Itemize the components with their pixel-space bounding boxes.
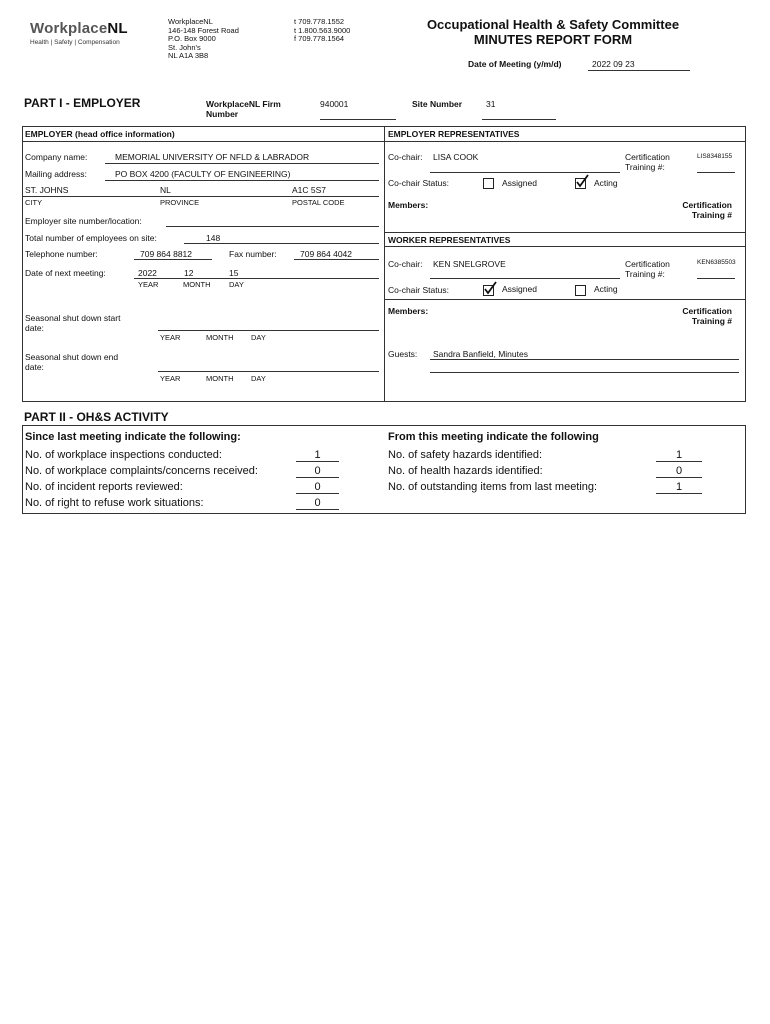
health-hazards-value[interactable]: 0 [675, 465, 683, 477]
worker-members-cert-line2: Training # [691, 316, 732, 326]
employer-reps-heading: EMPLOYER REPRESENTATIVES [388, 129, 520, 139]
employer-members-cert-line1: Certification [682, 200, 732, 210]
worker-assigned-checkbox[interactable] [483, 285, 494, 296]
meeting-date-label: Date of Meeting (y/m/d) [468, 59, 562, 69]
province-label: PROVINCE [160, 198, 200, 207]
employer-cochair-label: Co-chair: [388, 152, 423, 162]
employer-cochair-value[interactable]: LISA COOK [433, 152, 479, 162]
fax-value[interactable]: 709 864 4042 [300, 249, 352, 259]
worker-assigned-label: Assigned [502, 284, 537, 294]
shutdown-start-month-label: MONTH [206, 333, 234, 342]
mailing-label: Mailing address: [25, 169, 87, 179]
employer-assigned-label: Assigned [502, 178, 537, 188]
worker-cert-value[interactable]: KEN6385503 [697, 259, 736, 266]
shutdown-end-line2: date: [25, 362, 44, 372]
telephone-label: Telephone number: [25, 249, 98, 259]
address-block [168, 18, 239, 61]
next-day-label: DAY [229, 280, 244, 289]
safety-hazards-label: No. of safety hazards identified: [388, 449, 543, 461]
next-meeting-year[interactable]: 2022 [138, 268, 157, 278]
inspections-value[interactable]: 1 [314, 449, 321, 461]
address-line: WorkplaceNL [168, 17, 213, 26]
phone-line: t 1.800.563.9000 [294, 25, 351, 35]
phone-line: t 709.778.1552 [294, 17, 345, 26]
meeting-date-value[interactable]: 2022 09 23 [592, 59, 635, 69]
form-title [388, 17, 718, 47]
address-line: NL A1A 3B8 [168, 51, 209, 60]
employees-label: Total number of employees on site: [25, 233, 157, 243]
telephone-value[interactable]: 709 864 8812 [140, 249, 192, 259]
worker-cochair-value[interactable]: KEN SNELGROVE [433, 259, 506, 269]
logo-tagline: Health | Safety | Compensation [30, 39, 120, 46]
worker-cochair-label: Co-chair: [388, 259, 423, 269]
company-label: Company name: [25, 152, 88, 162]
employer-cert-line1: Certification [625, 152, 670, 162]
worker-members-cert [640, 306, 732, 326]
part2-right-heading: From this meeting indicate the following [388, 431, 599, 443]
next-meeting-label: Date of next meeting: [25, 268, 106, 278]
employer-cert-value[interactable]: LIS8348155 [697, 153, 733, 160]
shutdown-start-day-label: DAY [251, 333, 266, 342]
shutdown-end-year-label: YEAR [160, 374, 181, 383]
city-label: CITY [25, 198, 43, 207]
firm-label-line1: WorkplaceNL Firm [206, 99, 281, 109]
incident-reports-value[interactable]: 0 [314, 481, 321, 493]
complaints-value[interactable]: 0 [314, 465, 321, 477]
checkmark-icon [483, 281, 497, 295]
worker-acting-checkbox[interactable] [575, 285, 586, 296]
firm-number-value[interactable]: 940001 [320, 99, 349, 109]
employer-cert-label [625, 152, 670, 172]
worker-members-cert-line1: Certification [682, 306, 732, 316]
next-meeting-month[interactable]: 12 [184, 268, 194, 278]
postal-label: POSTAL CODE [292, 198, 345, 207]
safety-hazards-value[interactable]: 1 [675, 449, 683, 461]
next-month-label: MONTH [183, 280, 211, 289]
shutdown-end-line1: Seasonal shut down end [25, 352, 119, 362]
checkmark-icon [575, 174, 589, 188]
address-line: 146-148 Forest Road [168, 25, 239, 35]
logo-word-light: Workplace [30, 20, 108, 37]
next-meeting-day[interactable]: 15 [229, 268, 239, 278]
worker-reps-heading: WORKER REPRESENTATIVES [388, 235, 511, 245]
shutdown-start-year-label: YEAR [160, 333, 181, 342]
next-year-label: YEAR [138, 280, 159, 289]
outstanding-items-value[interactable]: 1 [675, 481, 683, 493]
refuse-work-value[interactable]: 0 [314, 497, 321, 509]
company-value[interactable]: MEMORIAL UNIVERSITY OF NFLD & LABRADOR [115, 152, 310, 162]
worker-status-label: Co-chair Status: [388, 285, 449, 295]
site-number-label: Site Number [412, 99, 463, 109]
firm-label-line2: Number [206, 109, 239, 119]
site-location-label: Employer site number/location: [25, 216, 142, 226]
city-value[interactable]: ST. JOHNS [25, 185, 69, 195]
incident-reports-label: No. of incident reports reviewed: [25, 481, 183, 493]
worker-cert-line2: Training #: [625, 269, 665, 279]
part2-left-heading: Since last meeting indicate the following: [25, 431, 241, 443]
phone-block [294, 18, 350, 44]
part1-heading: PART I - EMPLOYER [24, 96, 141, 110]
employer-members-cert [640, 200, 732, 220]
employer-members-label: Members: [388, 200, 429, 210]
site-number-value[interactable]: 31 [486, 99, 496, 109]
address-line: St. John's [168, 42, 201, 52]
shutdown-start-line1: Seasonal shut down start [25, 313, 121, 323]
employer-heading: EMPLOYER (head office information) [25, 129, 175, 139]
employer-cert-line2: Training #: [625, 162, 665, 172]
inspections-label: No. of workplace inspections conducted: [25, 449, 222, 461]
fax-label: Fax number: [229, 249, 277, 259]
form-title-line1: Occupational Health & Safety Committee [426, 17, 680, 32]
logo [30, 20, 128, 46]
refuse-work-label: No. of right to refuse work situations: [25, 497, 204, 509]
logo-word-bold: NL [107, 20, 128, 37]
shutdown-end-label [25, 352, 118, 372]
phone-line: f 709.778.1564 [294, 34, 345, 43]
postal-value[interactable]: A1C 5S7 [292, 185, 327, 195]
employer-acting-checkbox[interactable] [575, 178, 586, 189]
firm-number-label [206, 99, 281, 119]
worker-cert-label [625, 259, 670, 279]
worker-members-label: Members: [388, 306, 429, 316]
shutdown-start-line2: date: [25, 323, 44, 333]
employer-status-label: Co-chair Status: [388, 178, 449, 188]
employer-members-cert-line2: Training # [691, 210, 732, 220]
outstanding-items-label: No. of outstanding items from last meeting: [388, 481, 598, 493]
worker-cert-line1: Certification [625, 259, 670, 269]
form-title-line2: MINUTES REPORT FORM [473, 32, 633, 47]
shutdown-end-day-label: DAY [251, 374, 266, 383]
shutdown-start-label [25, 313, 120, 333]
health-hazards-label: No. of health hazards identified: [388, 465, 543, 477]
guests-label: Guests: [388, 349, 418, 359]
part2-heading: PART II - OH&S ACTIVITY [24, 410, 169, 424]
guests-value[interactable]: Sandra Banfield, Minutes [433, 349, 528, 359]
address-line: P.O. Box 9000 [168, 34, 216, 43]
employees-value[interactable]: 148 [206, 233, 221, 243]
shutdown-end-month-label: MONTH [206, 374, 234, 383]
employer-acting-label: Acting [594, 178, 618, 188]
worker-acting-label: Acting [594, 284, 618, 294]
complaints-label: No. of workplace complaints/concerns received: [25, 465, 258, 477]
province-value[interactable]: NL [160, 185, 171, 195]
mailing-value[interactable]: PO BOX 4200 (FACULTY OF ENGINEERING) [115, 169, 291, 179]
employer-assigned-checkbox[interactable] [483, 178, 494, 189]
